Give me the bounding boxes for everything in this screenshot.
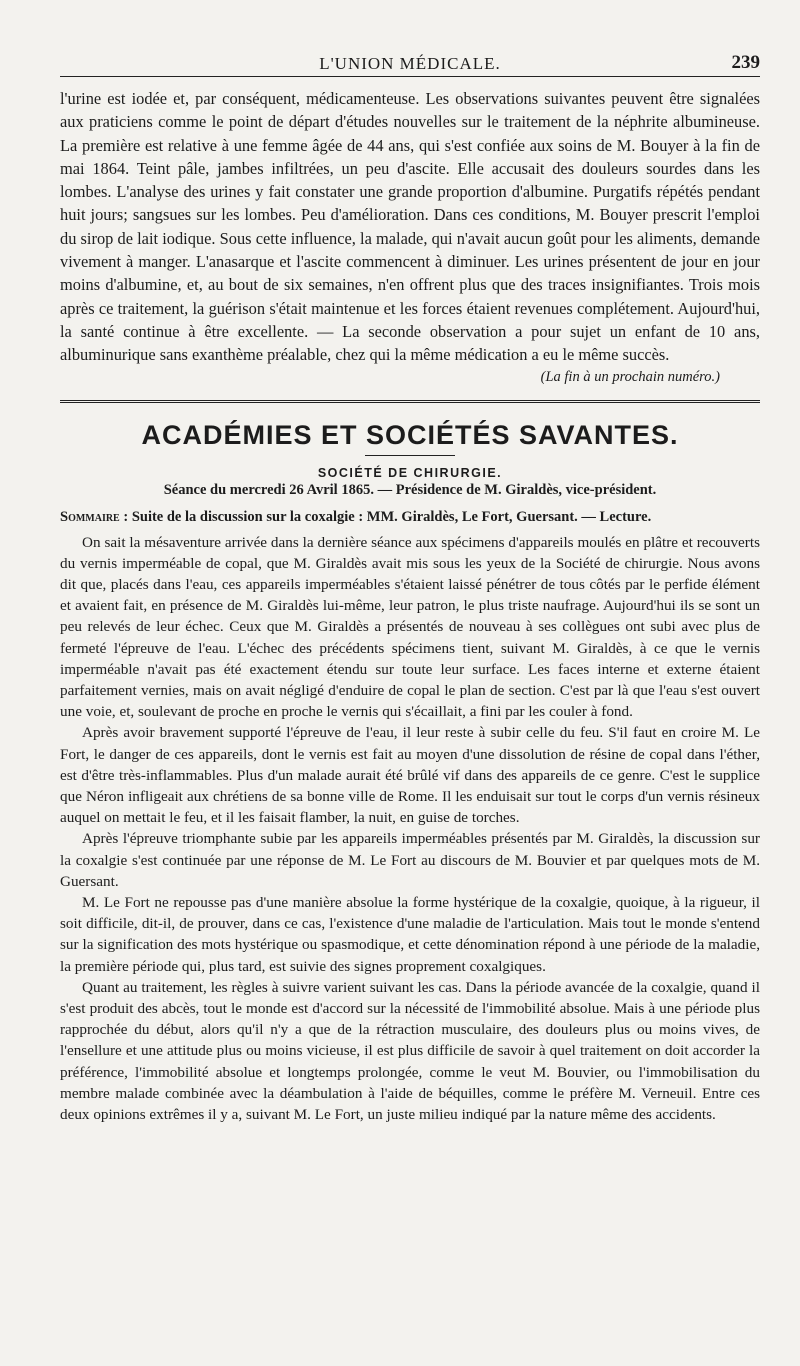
- page-number: 239: [731, 52, 760, 73]
- journal-title: L'UNION MÉDICALE.: [319, 54, 501, 73]
- article-paragraph: Après avoir bravement supporté l'épreuve de l'eau, il leur reste à subir celle du feu. S'il faut en croire M. Le Fort, le danger de ces appareils, dont le vernis est fait au moyen d'une dissolution de résine de copal dans l'éther, est d'être très-inflammables. Plus d'un malade aurait été brûlé vif dans des appareils de ce genre. C'est le supplice que Néron infligeait aux chrétiens de sa bonne ville de Rome. Il les enduisait sur tout le corps d'un vernis résineux auquel on mettait le feu, et il les faisait flamber, la nuit, en guise de torches.: [60, 724, 760, 827]
- intro-paragraph: l'urine est iodée et, par conséquent, médicamenteuse. Les observations suivantes peuvent être signalées aux praticiens comme le point de départ d'études nouvelles sur le traitement de la néphrite albumineuse. La première est relative à une femme âgée de 44 ans, qui s'est confiée aux soins de M. Bouyer à la fin de mai 1864. Teint pâle, jambes infiltrées, un peu d'ascite. Elle accusait des douleurs sourdes dans les lombes. L'analyse des urines y fait constater une grande proportion d'albumine. Purgatifs répétés pendant huit jours; sangsues sur les lombes. Peu d'amélioration. Dans ces conditions, M. Bouyer prescrit l'emploi du sirop de lait iodique. Sous cette influence, la malade, qui n'avait aucun goût pour les aliments, demande vivement à manger. L'anasarque et l'ascite commencent à diminuer. Les urines présentent de jour en jour moins d'albumine, et, au bout de six semaines, n'en offrent plus que des traces insignifiantes. Trois mois après ce traitement, la guérison s'était maintenue et les forces étaient revenues complétement. Aujourd'hui, la santé continue à être excellente. — La seconde observation a pour sujet un enfant de 10 ans, albuminurique sans exanthème préalable, chez qui la même médication a eu le même succès.: [60, 89, 760, 365]
- article-paragraph: On sait la mésaventure arrivée dans la dernière séance aux spécimens d'appareils moulés en plâtre et recouverts du vernis imperméable de copal, que M. Giraldès avait mis sous les yeux de la Société de chirurgie. Nous avons dit que, placés dans l'eau, ces appareils imperméables s'étaient laissé pénétrer de tous côtés par le perfide élément et avaient fait, en présence de M. Giraldès lui-même, leur patron, le plus triste naufrage. Aujourd'hui ils se sont un peu relevés de leur échec. Ceux que M. Giraldès a présentés de nouveau à ses collègues ont subi avec plus de fermeté l'épreuve de l'eau. L'échec des précédents spécimens tient, suivant M. Giraldès, à ce que le vernis imperméable n'avait pas été exactement étendu sur toute leur surface. Les faces interne et externe étaient parfaitement vernies, mais on avait négligé d'enduire de copal le plan de section. C'est par là que l'eau s'est ouvert une voie, et, soulevant de proche en proche le vernis qui s'écaillait, a fini par les couler à fond.: [60, 533, 760, 721]
- summary-text: Suite de la discussion sur la coxalgie : MM. Giraldès, Le Fort, Guersant. — Lecture.: [131, 508, 652, 525]
- running-head: [60, 48, 760, 77]
- article-paragraph: Quant au traitement, les règles à suivre varient suivant les cas. Dans la période avancée de la coxalgie, quand il s'est produit des abcès, tout le monde est d'accord sur la nécessité de l'immobilité absolue. Mais à une période plus rapprochée du début, alors qu'il n'y a que de la rétraction musculaire, des douleurs plus ou moins vives, de l'ensellure et une attitude plus ou moins vicieuse, il est plus difficile de savoir à quel traitement on doit accorder la préférence, l'immobilité absolue et longtemps prolongée, comme le veut M. Bouvier, ou l'immobilisation du membre malade combinée avec la déambulation à l'aide de béquilles, comme le préfère M. Verneuil. Entre ces deux opinions extrêmes il y a, suivant M. Le Fort, un juste milieu indiqué par la nature même des accidents.: [60, 978, 760, 1124]
- summary-line: [60, 509, 760, 526]
- section-title: ACADÉMIES ET SOCIÉTÉS SAVANTES.: [141, 419, 679, 450]
- article-paragraph: M. Le Fort ne repousse pas d'une manière absolue la forme hystérique de la coxalgie, quoique, à la rigueur, il soit difficile, dit-il, de prouver, dans ce cas, l'existence d'une maladie de l'articulation. Mais tout le monde s'entend sur la signification des mots hystérique ou spasmodique, et cette dénomination répond à une période de la maladie, la première période qui, plus tard, est suivie des signes proprement coxalgiques.: [60, 894, 760, 975]
- session-line: Séance du mercredi 26 Avril 1865. — Présidence de M. Giraldès, vice-président.: [163, 481, 657, 498]
- title-underline: [365, 455, 455, 456]
- article-paragraph: Après l'épreuve triomphante subie par les appareils imperméables présentés par M. Giraldès, la discussion sur la coxalgie s'est continuée par une réponse de M. Le Fort au discours de M. Bouvier et par quelques mots de M. Guersant.: [60, 830, 760, 890]
- summary-label: Sommaire :: [60, 508, 129, 525]
- section-divider: [60, 400, 760, 406]
- continued-note: (La fin à un prochain numéro.): [540, 368, 720, 385]
- society-heading: SOCIÉTÉ DE CHIRURGIE.: [317, 465, 503, 480]
